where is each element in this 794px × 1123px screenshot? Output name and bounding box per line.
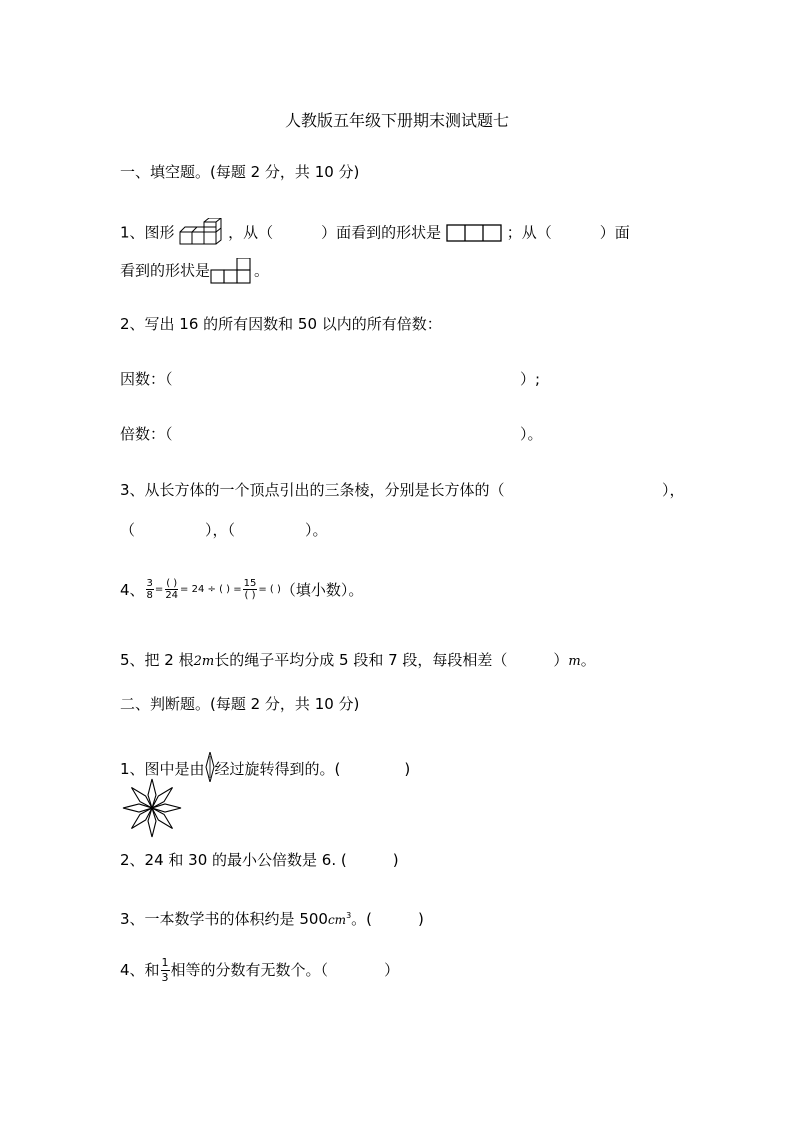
fraction-denominator: 24 bbox=[165, 590, 179, 601]
factor-label: 因数：（ bbox=[120, 370, 173, 388]
fraction-15-blank bbox=[243, 578, 258, 601]
fraction-3-8 bbox=[146, 578, 154, 601]
q5-a: 5、把 2 根 bbox=[120, 651, 194, 669]
j2-a: 2、24 和 30 的最小公倍数是 6. ( bbox=[120, 851, 347, 869]
fraction-numerator: 15 bbox=[243, 578, 257, 589]
multiple-end: ）。 bbox=[520, 425, 543, 443]
q3-blank-a: （ bbox=[120, 521, 136, 539]
page-title: 人教版五年级下册期末测试题七 bbox=[284, 111, 509, 130]
section-2-heading: 二、判断题。(每题 2 分，共 10 分) bbox=[120, 695, 360, 713]
question-2: 2、写出 16 的所有因数和 50 以内的所有倍数： bbox=[120, 315, 442, 333]
fraction-denominator: ( ) bbox=[244, 590, 256, 601]
q5-length: 2m bbox=[193, 654, 215, 669]
q5-unit: m bbox=[568, 654, 581, 669]
question-3-1: 3、从长方体的一个顶点引出的三条棱，分别是长方体的（ bbox=[120, 481, 505, 499]
j3-a: 3、一本数学书的体积约是 500 bbox=[120, 910, 328, 928]
section-1-heading: 一、填空题。(每题 2 分，共 10 分) bbox=[120, 163, 360, 181]
j4-c: ） bbox=[384, 961, 400, 979]
q1-prefix: 1、图形 bbox=[120, 223, 175, 242]
question-4 bbox=[120, 578, 363, 601]
judge-question-3 bbox=[120, 906, 424, 930]
q5-c: ） bbox=[553, 651, 569, 669]
q1-part2: ）面看到的形状是 bbox=[321, 223, 442, 242]
j2-c: ) bbox=[392, 851, 399, 869]
stacked-cubes-figure bbox=[179, 218, 223, 248]
division-expression: = 24 ÷ ( ) = bbox=[180, 583, 242, 595]
three-squares-row-figure bbox=[446, 223, 502, 243]
q1-part3: ；从（ bbox=[506, 223, 552, 242]
fraction-1-3 bbox=[161, 956, 170, 985]
q1-part1: ，从（ bbox=[228, 223, 274, 242]
q1-part4: ）面 bbox=[599, 223, 630, 242]
j1-a: 1、图中是由 bbox=[120, 760, 205, 778]
factor-row bbox=[120, 369, 173, 389]
rotated-star-figure bbox=[120, 778, 184, 838]
j4-b: 相等的分数有无数个。（ bbox=[170, 961, 329, 979]
decimal-blank: = ( ) bbox=[258, 583, 281, 595]
fraction-numerator: ( ) bbox=[166, 578, 178, 589]
question-3-2 bbox=[120, 520, 328, 540]
multiple-row bbox=[120, 424, 173, 444]
q3-blank-b: ），（ bbox=[205, 521, 236, 539]
fraction-numerator: 3 bbox=[146, 578, 153, 589]
question-5 bbox=[120, 650, 596, 672]
q4-suffix: （填小数）。 bbox=[280, 580, 364, 599]
factor-end: ）; bbox=[520, 370, 541, 388]
j3-c: ) bbox=[418, 910, 424, 928]
j3-exponent: 3 bbox=[346, 911, 352, 920]
judge-question-4 bbox=[120, 952, 399, 988]
j4-a: 4、和 bbox=[120, 961, 160, 979]
q1-end: 。 bbox=[254, 261, 270, 280]
fraction-blank-24 bbox=[164, 578, 179, 601]
multiple-label: 倍数：（ bbox=[120, 425, 173, 443]
j3-b: 。( bbox=[351, 910, 373, 928]
l-shape-squares-figure bbox=[210, 258, 254, 284]
q3-blank-c: ）。 bbox=[305, 521, 328, 539]
q4-prefix: 4、 bbox=[120, 580, 145, 599]
fraction-numerator: 1 bbox=[161, 955, 169, 969]
petal-shape-icon bbox=[205, 752, 215, 782]
question-1-2 bbox=[120, 258, 269, 284]
q5-b: 长的绳子平均分成 5 段和 7 段，每段相差（ bbox=[214, 651, 508, 669]
q5-end: 。 bbox=[580, 651, 596, 669]
j3-unit: cm bbox=[327, 913, 347, 927]
equals-sign: = bbox=[154, 583, 164, 595]
question-1-1 bbox=[120, 218, 630, 248]
question-3-1-end: ）， bbox=[662, 481, 685, 499]
j1-b: 经过旋转得到的。( bbox=[214, 760, 341, 778]
judge-question-2 bbox=[120, 850, 399, 870]
q1-line2: 看到的形状是 bbox=[120, 261, 211, 280]
fraction-denominator: 8 bbox=[146, 590, 153, 601]
j1-c: ) bbox=[404, 760, 411, 778]
fraction-denominator: 3 bbox=[161, 970, 169, 984]
